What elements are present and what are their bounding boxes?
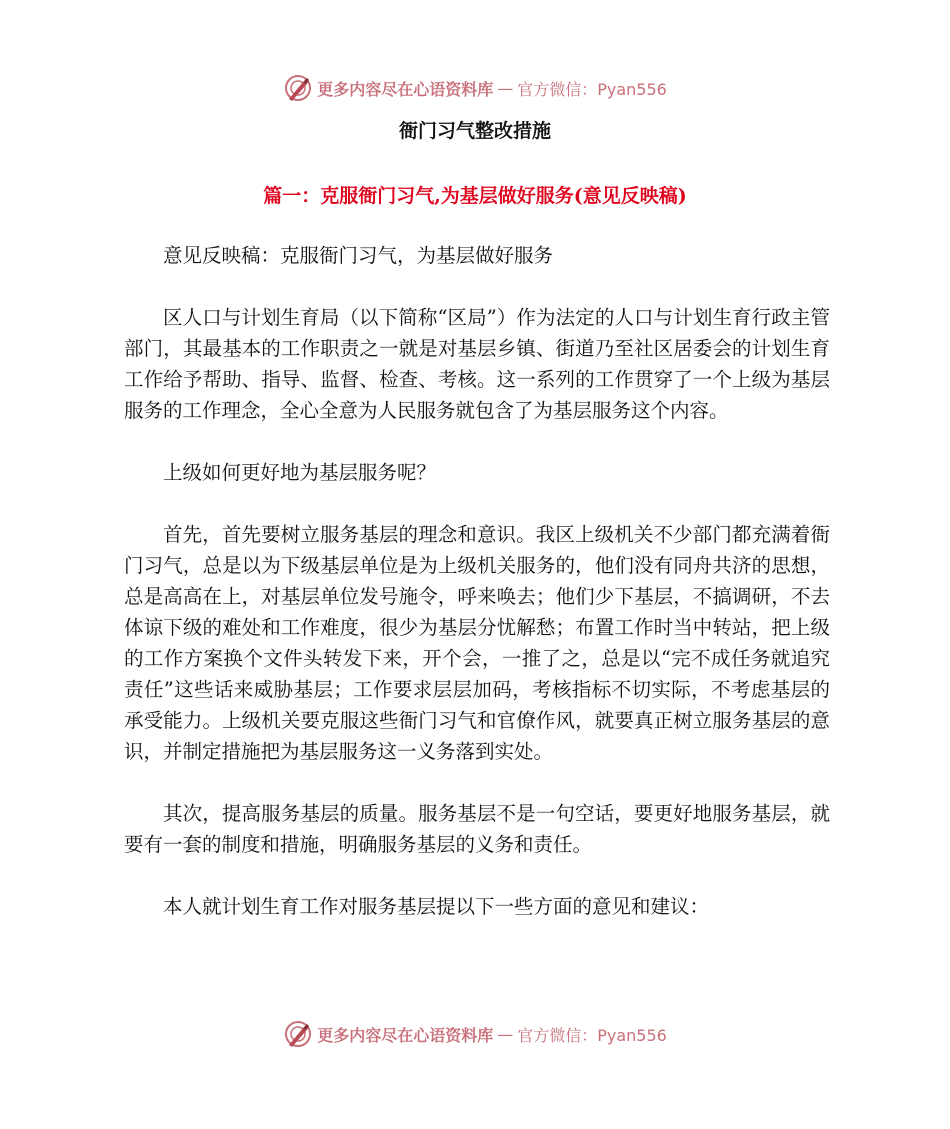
paragraph: 上级如何更好地为基层服务呢？ bbox=[163, 461, 437, 484]
paragraph: 区人口与计划生育局（以下简称“区局”）作为法定的人口与计划生育行政主管部门，其最基本的工作职责之一就是对基层乡镇、街道乃至社区居委会的计划生育工作给予帮助、指导、监督、检查、考核。这一系列的工作贯穿了一个上级为基层服务的工作理念，全心全意为人民服务就包含了为基层服务这个内容。 bbox=[124, 306, 830, 422]
banner-main-text: 更多内容尽在心语资料库 bbox=[317, 79, 494, 99]
banner-dash: — bbox=[497, 1024, 514, 1044]
paragraph: 本人就计划生育工作对服务基层提以下一些方面的意见和建议： bbox=[163, 895, 710, 918]
paragraph: 其次，提高服务基层的质量。服务基层不是一句空话，要更好地服务基层，就要有一套的制度和措施，明确服务基层的义务和责任。 bbox=[124, 802, 830, 856]
pen-logo-icon bbox=[283, 1019, 313, 1049]
banner-sub-text: 官方微信：Pyan556 bbox=[517, 1025, 667, 1045]
footer-banner bbox=[0, 1014, 950, 1054]
paragraph: 意见反映稿：克服衙门习气，为基层做好服务 bbox=[163, 244, 554, 267]
document-body bbox=[124, 240, 830, 953]
document-title: 衙门习气整改措施 bbox=[398, 120, 551, 142]
section-title: 篇一：克服衙门习气,为基层做好服务(意见反映稿) bbox=[263, 185, 687, 207]
header-banner bbox=[0, 68, 950, 108]
banner-dash: — bbox=[497, 78, 514, 98]
banner-sub-text: 官方微信：Pyan556 bbox=[517, 79, 667, 99]
banner-main-text: 更多内容尽在心语资料库 bbox=[317, 1025, 494, 1045]
paragraph: 首先，首先要树立服务基层的理念和意识。我区上级机关不少部门都充满着衙门习气，总是以为下级基层单位是为上级机关服务的，他们没有同舟共济的思想，总是高高在上，对基层单位发号施令，呼来唤去；他们少下基层，不搞调研，不去体谅下级的难处和工作难度，很少为基层分忧解愁；布置工作时当中转站，把上级的工作方案换个文件头转发下来，开个会，一推了之，总是以“完不成任务就追究责任”这些话来威胁基层；工作要求层层加码，考核指标不切实际，不考虑基层的承受能力。上级机关要克服这些衙门习气和官僚作风，就要真正树立服务基层的意识，并制定措施把为基层服务这一义务落到实处。 bbox=[124, 523, 830, 763]
pen-logo-icon bbox=[283, 73, 313, 103]
